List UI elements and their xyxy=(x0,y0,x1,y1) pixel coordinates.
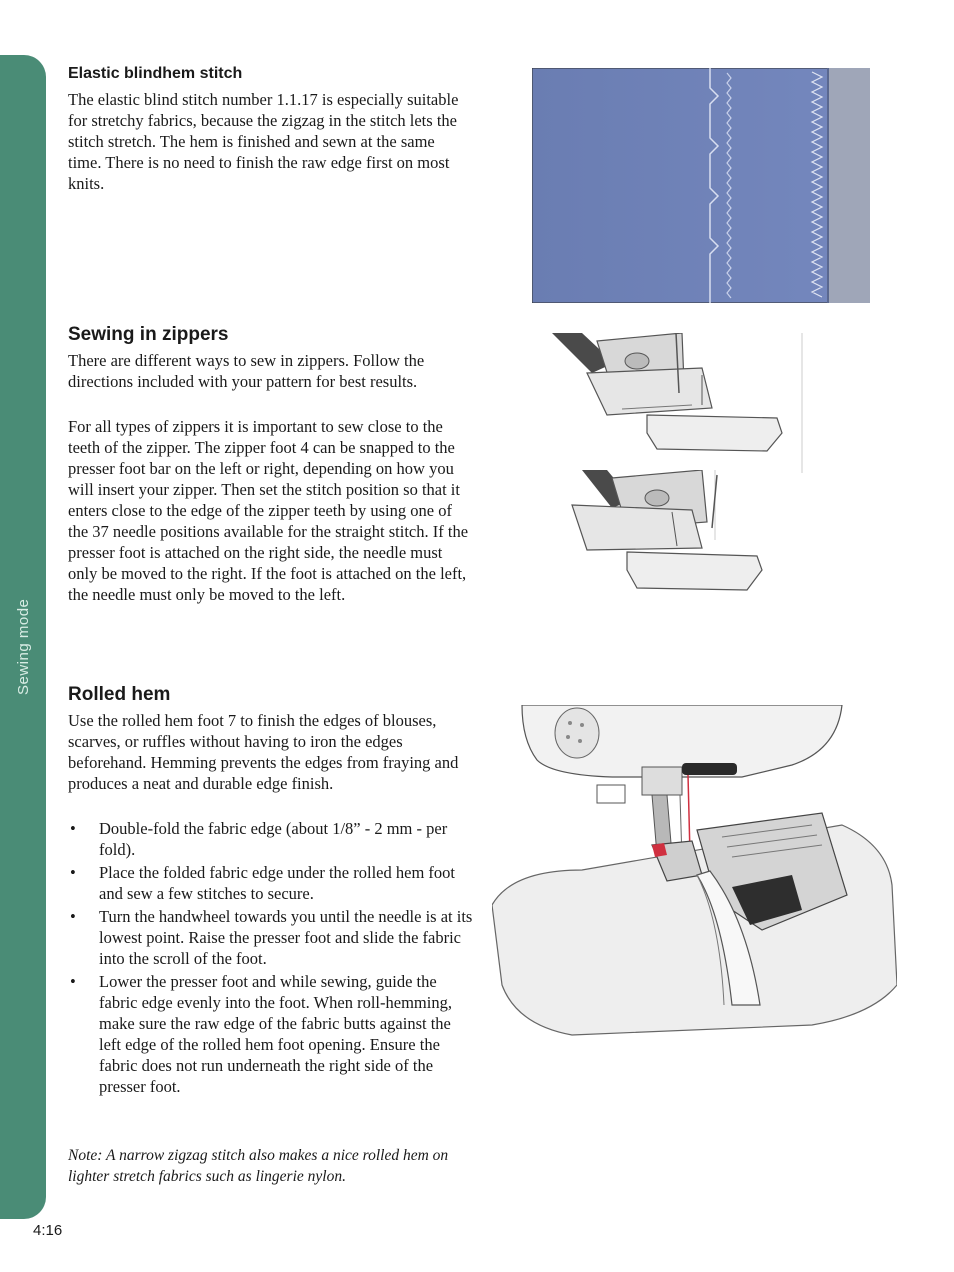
blindhem-stitch-image xyxy=(532,68,870,303)
rolled-hem-steps xyxy=(68,818,473,1099)
zipper-foot-left-image xyxy=(552,333,804,473)
rolled-hem-machine-image xyxy=(492,705,897,1040)
heading-rolled-hem: Rolled hem xyxy=(68,684,171,705)
list-item: • Place the folded fabric edge under the rolled hem foot and sew a few stitches to secure. xyxy=(70,863,455,903)
blindhem-stitch-illustration xyxy=(532,68,870,303)
list-item: • Turn the handwheel towards you until the needle is at its lowest point. Raise the presser foot and slide the fabric into the scroll of the foot. xyxy=(70,907,473,968)
list-item: • Double-fold the fabric edge (about 1/8” - 2 mm - per fold). xyxy=(70,819,448,859)
page-number: 4:16 xyxy=(33,1222,63,1239)
heading-elastic-blindhem: Elastic blindhem stitch xyxy=(68,65,243,82)
list-item: • Lower the presser foot and while sewing, guide the fabric edge evenly into the foot. When roll-hemming, make sure the raw edge of the fabric butts against the left edge of the rolled hem foot opening. Ensure the fabric does not run underneath the right side of the presser foot. xyxy=(70,972,452,1096)
side-tab-label: Sewing mode xyxy=(15,598,32,695)
rolled-hem-note: Note: A narrow zigzag stitch also makes a nice rolled hem on lighter stretch fabrics such as lingerie nylon. xyxy=(68,1147,449,1185)
heading-sewing-zippers: Sewing in zippers xyxy=(68,324,229,345)
zippers-paragraph-1: There are different ways to sew in zippers. Follow the directions included with your pattern for best results. xyxy=(68,351,425,391)
zipper-foot-illustration-top xyxy=(552,333,804,473)
sewing-machine-illustration xyxy=(492,705,897,1040)
zipper-foot-right-image xyxy=(552,470,804,600)
zippers-paragraph-2: For all types of zippers it is important to sew close to the teeth of the zipper. The zipper foot 4 can be snapped to the presser foot bar on the left or right, depending on how you will insert your zipper. Then set the stitch position so that it enters close to the edge of the zipper teeth by using one of the 37 needle positions available for the straight stitch. If the presser foot is attached on the right side, the needle must only be moved to the right. If the foot is attached on the left, the needle must only be moved to the left. xyxy=(68,417,469,604)
zipper-foot-illustration-bottom xyxy=(552,470,804,600)
rolled-hem-intro: Use the rolled hem foot 7 to finish the edges of blouses, scarves, or ruffles without having to iron the edges beforehand. Hemming prevents the edges from fraying and produces a neat and durable edge finish. xyxy=(68,711,459,793)
blindhem-body: The elastic blind stitch number 1.1.17 is especially suitable for stretchy fabrics, because the zigzag in the stitch lets the stitch stretch. The hem is finished and sewn at the same time. There is no need to finish the raw edge first on most knits. xyxy=(68,90,459,193)
